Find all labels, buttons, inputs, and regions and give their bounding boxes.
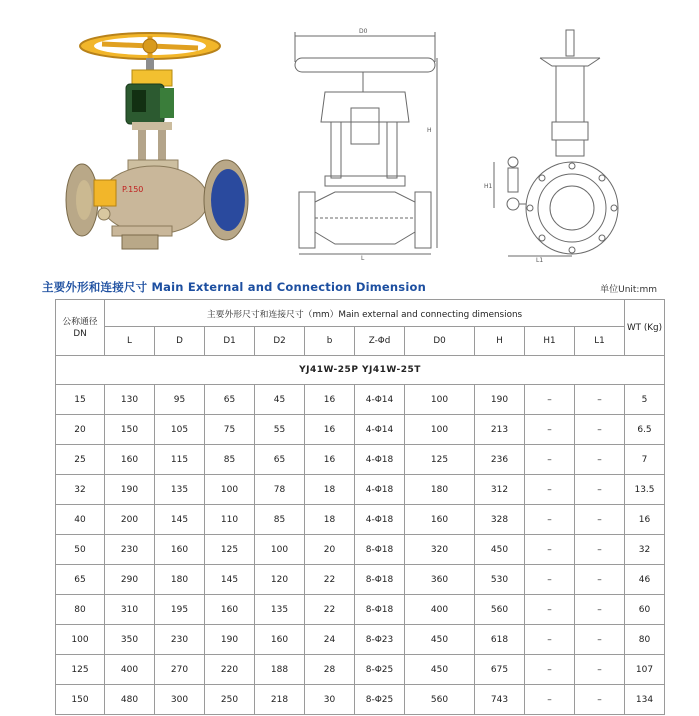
table-cell: 6.5 [625,415,665,445]
table-cell: 160 [255,625,305,655]
table-cell: 78 [255,475,305,505]
table-cell: – [525,505,575,535]
table-cell: 150 [56,685,105,715]
table-cell: 100 [405,385,475,415]
table-cell: 230 [105,535,155,565]
table-cell: 65 [255,445,305,475]
table-cell: 50 [56,535,105,565]
table-cell: 55 [255,415,305,445]
table-cell: 28 [305,655,355,685]
table-cell: 328 [475,505,525,535]
table-cell: 40 [56,505,105,535]
table-cell: 25 [56,445,105,475]
table-cell: – [575,475,625,505]
table-cell: 65 [205,385,255,415]
table-cell: 8-Φ25 [355,655,405,685]
col-header-b: b [305,327,355,356]
table-cell: 80 [56,595,105,625]
table-cell: 160 [205,595,255,625]
table-cell: 218 [255,685,305,715]
table-cell: 190 [475,385,525,415]
table-cell: 65 [56,565,105,595]
table-cell: – [575,445,625,475]
table-cell: 18 [305,475,355,505]
table-cell: 16 [305,445,355,475]
table-cell: 8-Φ18 [355,595,405,625]
table-cell: 180 [405,475,475,505]
table-cell: 5 [625,385,665,415]
table-cell: 560 [405,685,475,715]
table-cell: 480 [105,685,155,715]
unit-label: 单位Unit:mm [600,285,657,295]
table-row [56,565,665,595]
front-view-drawing [285,22,445,262]
table-cell: 300 [155,685,205,715]
table-row [56,475,665,505]
table-row [56,535,665,565]
table-cell: 560 [475,595,525,625]
table-cell: 30 [305,685,355,715]
table-cell: 450 [405,625,475,655]
table-cell: – [525,595,575,625]
col-header-d: D [155,327,205,356]
table-cell: – [525,385,575,415]
table-cell: – [575,415,625,445]
side-view-drawing [480,22,655,262]
table-cell: 75 [205,415,255,445]
table-cell: – [575,625,625,655]
table-cell: 618 [475,625,525,655]
table-cell: 743 [475,685,525,715]
table-cell: 450 [475,535,525,565]
table-cell: 160 [105,445,155,475]
table-row [56,625,665,655]
table-cell: 200 [105,505,155,535]
table-cell: 4-Φ18 [355,475,405,505]
table-cell: 230 [155,625,205,655]
table-cell: 8-Φ25 [355,685,405,715]
table-cell: 100 [255,535,305,565]
table-cell: 22 [305,595,355,625]
table-cell: 145 [205,565,255,595]
table-cell: – [525,685,575,715]
photo-mark: P.150 [122,185,144,194]
table-cell: 188 [255,655,305,685]
table-cell: 7 [625,445,665,475]
table-cell: 675 [475,655,525,685]
table-cell: 250 [205,685,255,715]
table-cell: 20 [305,535,355,565]
valve-photo [62,30,252,260]
table-row [56,655,665,685]
table-cell: 45 [255,385,305,415]
table-cell: 350 [105,625,155,655]
table-cell: 320 [405,535,475,565]
wt-header: WT (Kg) [625,300,665,356]
table-cell: 115 [155,445,205,475]
l1-label: L1 [536,257,544,262]
table-cell: 95 [155,385,205,415]
table-cell: 145 [155,505,205,535]
col-header-z-d: Z-Φd [355,327,405,356]
h-label: H [427,127,432,134]
table-cell: 236 [475,445,525,475]
table-cell: – [525,535,575,565]
table-cell: 4-Φ14 [355,385,405,415]
table-row [56,595,665,625]
table-cell: 15 [56,385,105,415]
table-cell: 16 [305,385,355,415]
table-cell: 32 [56,475,105,505]
table-cell: – [525,445,575,475]
table-row [56,505,665,535]
col-header-d0: D0 [405,327,475,356]
table-cell: 530 [475,565,525,595]
group-header: 主要外形尺寸和连接尺寸（mm）Main external and connecting dimensions [105,300,625,327]
col-header-h1: H1 [525,327,575,356]
table-cell: 120 [255,565,305,595]
table-cell: – [525,475,575,505]
col-header-d2: D2 [255,327,305,356]
table-row [56,445,665,475]
table-cell: 150 [105,415,155,445]
section-heading: 主要外形和连接尺寸 Main External and Connection Dimension [42,280,426,294]
dimension-table [55,299,665,715]
model-row: YJ41W-25P YJ41W-25T [56,356,665,385]
col-header-l1: L1 [575,327,625,356]
table-cell: 213 [475,415,525,445]
table-cell: 16 [305,415,355,445]
table-cell: 125 [56,655,105,685]
table-cell: – [525,565,575,595]
l-label: L [361,255,365,262]
table-cell: 4-Φ14 [355,415,405,445]
table-cell: 180 [155,565,205,595]
table-cell: – [575,535,625,565]
table-row [56,415,665,445]
table-cell: 8-Φ18 [355,565,405,595]
table-cell: 80 [625,625,665,655]
table-cell: 400 [105,655,155,685]
table-cell: – [575,565,625,595]
table-cell: – [575,595,625,625]
table-cell: 125 [205,535,255,565]
table-cell: 85 [255,505,305,535]
table-row [56,385,665,415]
table-cell: 220 [205,655,255,685]
table-cell: 160 [405,505,475,535]
table-cell: – [525,625,575,655]
table-cell: 18 [305,505,355,535]
table-cell: 100 [56,625,105,655]
table-cell: 110 [205,505,255,535]
table-cell: – [575,385,625,415]
table-cell: 290 [105,565,155,595]
table-cell: 16 [625,505,665,535]
table-cell: 190 [105,475,155,505]
table-cell: 4-Φ18 [355,445,405,475]
product-figures [0,0,699,270]
table-cell: 8-Φ23 [355,625,405,655]
table-cell: 105 [155,415,205,445]
table-cell: – [525,415,575,445]
table-cell: 4-Φ18 [355,505,405,535]
col-header-d1: D1 [205,327,255,356]
table-cell: 134 [625,685,665,715]
table-cell: 60 [625,595,665,625]
table-cell: – [575,685,625,715]
d0-label: D0 [359,28,368,35]
table-cell: – [525,655,575,685]
table-cell: 135 [255,595,305,625]
table-cell: 22 [305,565,355,595]
col-header-h: H [475,327,525,356]
table-cell: – [575,505,625,535]
table-cell: 130 [105,385,155,415]
col-header-l: L [105,327,155,356]
table-cell: 160 [155,535,205,565]
table-cell: 125 [405,445,475,475]
table-cell: 310 [105,595,155,625]
table-cell: 107 [625,655,665,685]
table-cell: 135 [155,475,205,505]
table-cell: 400 [405,595,475,625]
table-row [56,685,665,715]
table-cell: 13.5 [625,475,665,505]
table-cell: 360 [405,565,475,595]
table-cell: 8-Φ18 [355,535,405,565]
table-cell: 190 [205,625,255,655]
table-cell: 270 [155,655,205,685]
table-cell: 20 [56,415,105,445]
table-cell: 85 [205,445,255,475]
table-cell: 46 [625,565,665,595]
table-cell: 312 [475,475,525,505]
table-cell: 32 [625,535,665,565]
table-cell: 450 [405,655,475,685]
table-cell: 24 [305,625,355,655]
h1-label: H1 [484,183,493,190]
table-cell: 195 [155,595,205,625]
table-cell: – [575,655,625,685]
table-cell: 100 [405,415,475,445]
table-cell: 100 [205,475,255,505]
dn-header: 公称通径 DN [56,300,105,356]
